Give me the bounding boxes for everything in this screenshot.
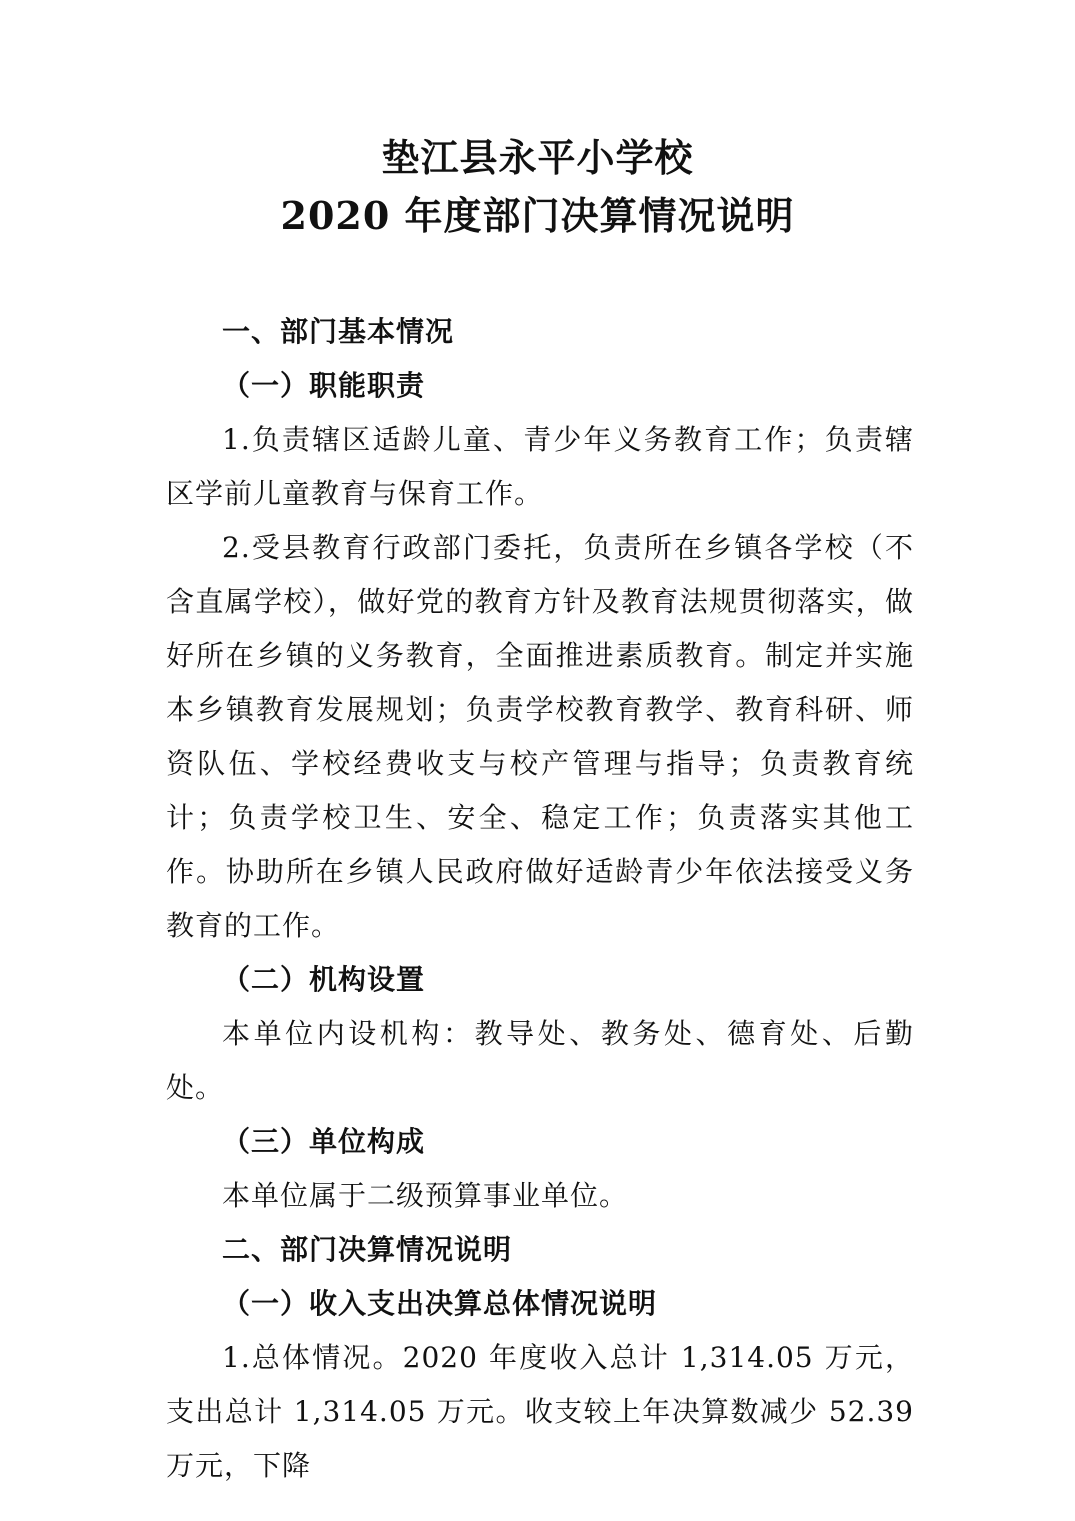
paragraph-organization: 本单位内设机构：教导处、教务处、德育处、后勤处。: [166, 1017, 914, 1104]
section-heading-basic-info: 一、部门基本情况: [222, 315, 455, 348]
paragraph-overall-situation: 1.总体情况。2020 年度收入总计 1,314.05 万元，支出总计 1,314.05 万元。收支较上年决算数减少 52.39 万元，下降: [166, 1341, 914, 1482]
document-title-line1: 垫江县永平小学校: [381, 135, 694, 180]
section-heading-final-accounts: 二、部门决算情况说明: [222, 1233, 513, 1266]
paragraph-functions-1: 1.负责辖区适龄儿童、青少年义务教育工作；负责辖区学前儿童教育与保育工作。: [166, 423, 914, 510]
subsection-heading-composition: （三）单位构成: [222, 1125, 426, 1158]
paragraph-composition: 本单位属于二级预算事业单位。: [222, 1179, 629, 1212]
document-body: [166, 305, 914, 1493]
subsection-heading-organization: （二）机构设置: [222, 963, 426, 996]
subsection-heading-functions: （一）职能职责: [222, 369, 426, 402]
document-title-line2: 2020 年度部门决算情况说明: [280, 193, 795, 238]
subsection-heading-income-expenditure: （一）收入支出决算总体情况说明: [222, 1287, 658, 1320]
paragraph-functions-2: 2.受县教育行政部门委托，负责所在乡镇各学校（不含直属学校），做好党的教育方针及教育法规贯彻落实，做好所在乡镇的义务教育，全面推进素质教育。制定并实施本乡镇教育发展规划；负责学校教育教学、教育科研、师资队伍、学校经费收支与校产管理与指导；负责教育统计；负责学校卫生、安全、稳定工作；负责落实其他工作。协助所在乡镇人民政府做好适龄青少年依法接受义务教育的工作。: [166, 531, 914, 942]
